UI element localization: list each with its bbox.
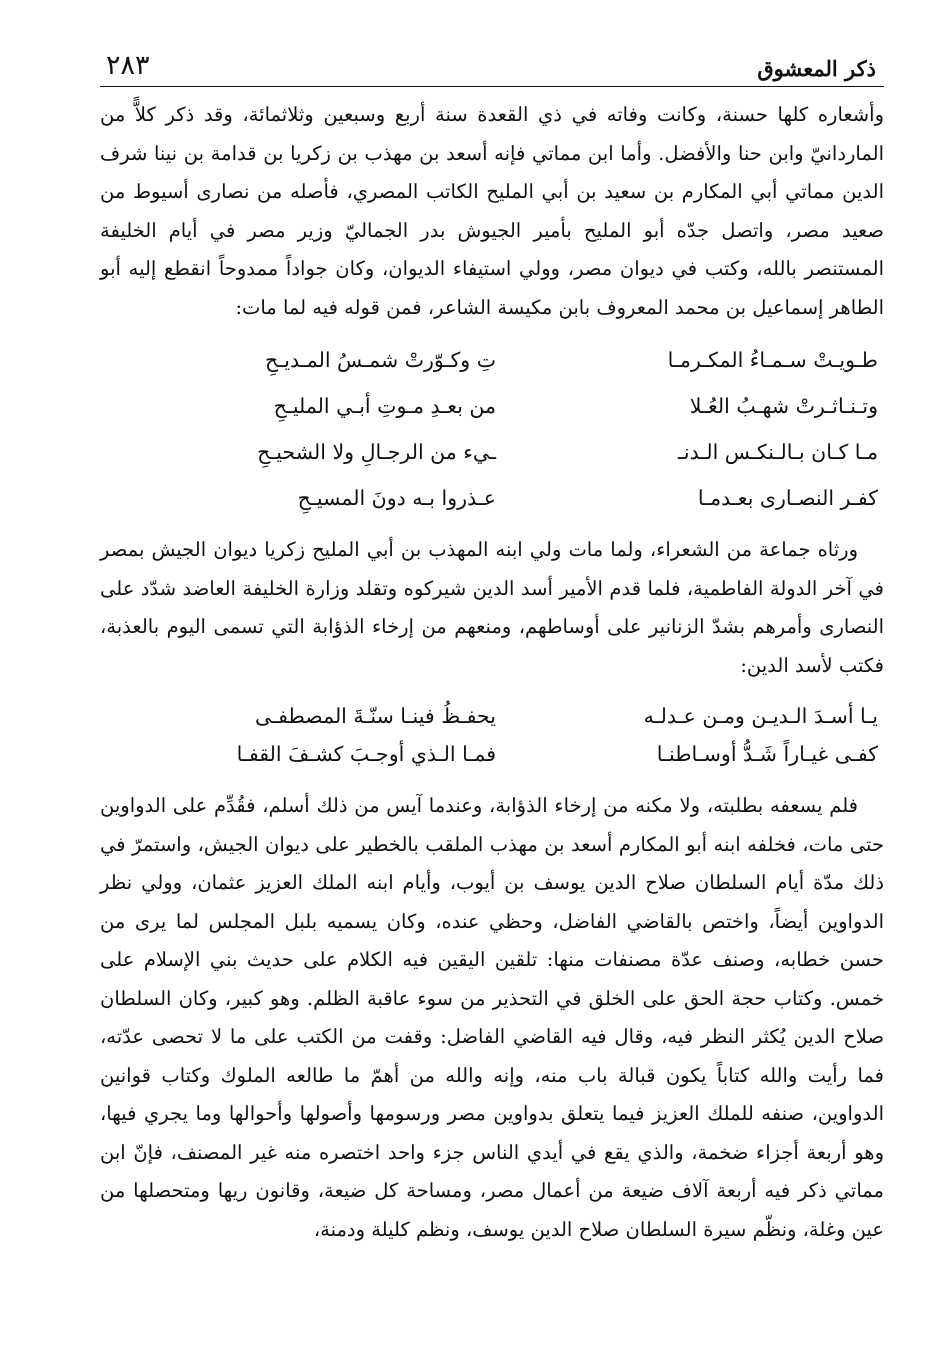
- page-header: [100, 42, 884, 87]
- poem-ibn-mukaysa-elegy: [100, 337, 884, 521]
- verse-line: [100, 337, 884, 383]
- poem-to-asad-al-din: [100, 697, 884, 773]
- paragraph-ibn-mammati-ancestry: [100, 96, 884, 327]
- verse-first-hemistich: كفـى غيـاراً شَـدُّ أوسـاطنـا: [656, 741, 878, 766]
- verse-first-hemistich: طـويـتْ سـمـاءُ المكـرمـا: [667, 347, 878, 372]
- verse-second-hemistich: فمـا الـذي أوجـبَ كشـفَ القفـا: [236, 741, 496, 766]
- paragraph-asad-ibn-mammati: [100, 787, 884, 1249]
- verse-second-hemistich: يحفـظُ فينـا سنّـةَ المصطفـى: [255, 703, 496, 728]
- paragraph-text: ورثاه جماعة من الشعراء، ولما مات ولي ابنه المهذب بن أبي المليح زكريا ديوان الجيش بمصر في آخر الدولة الفاطمية، فلما قدم الأمير أسد الدين شيركوه وتقلد وزارة الخليفة العاضد شدّد على النصارى وأمرهم بشدّ الزنانير على أوساطهم، ومنعهم من إرخاء الذؤابة التي تسمى اليوم بالعذبة، فكتب لأسد الدين:: [100, 538, 884, 677]
- page-body: [100, 96, 884, 1249]
- page-number: ٢٨٣: [106, 50, 150, 81]
- verse-second-hemistich: عـذروا بـه دونَ المسيـحِ: [297, 485, 496, 510]
- verse-line: [100, 383, 884, 429]
- verse-line: [100, 697, 884, 735]
- verse-line: [100, 429, 884, 475]
- verse-line: [100, 735, 884, 773]
- running-title: ذكر المعشوق: [757, 56, 876, 81]
- verse-first-hemistich: مـا كـان بـالـنكـس الـدنـ: [677, 439, 878, 464]
- paragraph-text: وأشعاره كلها حسنة، وكانت وفاته في ذي القعدة سنة أربع وسبعين وثلاثمائة، وقد ذكر كلاًّ من الماردانيّ وابن حنا والأفضل. وأما ابن مماتي فإنه أسعد بن مهذب بن زكريا بن قدامة بن نينا شرف الدين مماتي أبي المكارم بن سعيد بن أبي المليح الكاتب المصري، فأصله من نصارى أسيوط من صعيد مصر، واتصل جدّه أبو المليح بأمير الجيوش بدر الجماليّ وزير مصر في أيام الخليفة المستنصر بالله، وكتب في ديوان مصر، وولي استيفاء الديوان، وكان جواداً ممدوحاً انقطع إليه أبو الطاهر إسماعيل بن محمد المعروف بابن مكيسة الشاعر، فمن قوله فيه لما مات:: [100, 103, 885, 319]
- verse-second-hemistich: تِ وكـوّرتْ شمـسُ المـديـحِ: [265, 347, 496, 372]
- verse-first-hemistich: وتـنـاثـرتْ شهـبُ العُـلا: [689, 393, 878, 418]
- verse-second-hemistich: ـيء من الرجـالِ ولا الشحيـحِ: [257, 439, 496, 464]
- paragraph-muhadhdhab: [100, 531, 884, 685]
- verse-first-hemistich: كفـر النصـارى بعـدمـا: [697, 485, 878, 510]
- verse-second-hemistich: من بعـدِ مـوتِ أبـي المليـحِ: [273, 393, 496, 418]
- verse-line: [100, 475, 884, 521]
- verse-first-hemistich: يـا أسـدَ الـديـن ومـن عـدلـه: [643, 703, 878, 728]
- paragraph-text: فلم يسعفه بطلبته، ولا مكنه من إرخاء الذؤابة، وعندما آيس من ذلك أسلم، فقُدِّم على الدواوين حتى مات، فخلفه ابنه أبو المكارم أسعد بن مهذب الملقب بالخطير على ديوان الجيش، واستمرّ في ذلك مدّة أيام السلطان صلاح الدين يوسف بن أيوب، وأيام ابنه الملك العزيز عثمان، وولي نظر الدواوين أيضاً، واختص بالقاضي الفاضل، وحظي عنده، وكان يسميه بلبل المجلس لما يرى من حسن خطابه، وصنف عدّة مصنفات منها: تلقين اليقين فيه الكلام على حديث بني الإسلام على خمس. وكتاب حجة الحق على الخلق في التحذير من سوء عاقبة الظلم. وهو كبير، وكان السلطان صلاح الدين يُكثر النظر فيه، وقال فيه القاضي الفاضل: وقفت من الكتب على ما لا تحصى عدّته، فما رأيت والله كتاباً يكون قبالة باب منه، وإنه والله من أهمّ ما طالعه الملوك وكتاب قوانين الدواوين، صنفه للملك العزيز فيما يتعلق بدواوين مصر ورسومها وأصولها وأحوالها وما يجري فيها، وهو أربعة أجزاء ضخمة، والذي يقع في أيدي الناس جزء واحد اختصره منه غير المصنف، فإنّ ابن مماتي ذكر فيه أربعة آلاف ضيعة من أعمال مصر، ومساحة كل ضيعة، وقانون ريها ومتحصلها من عين وغلة، ونظّم سيرة السلطان صلاح الدين يوسف، ونظم كليلة ودمنة،: [100, 794, 884, 1241]
